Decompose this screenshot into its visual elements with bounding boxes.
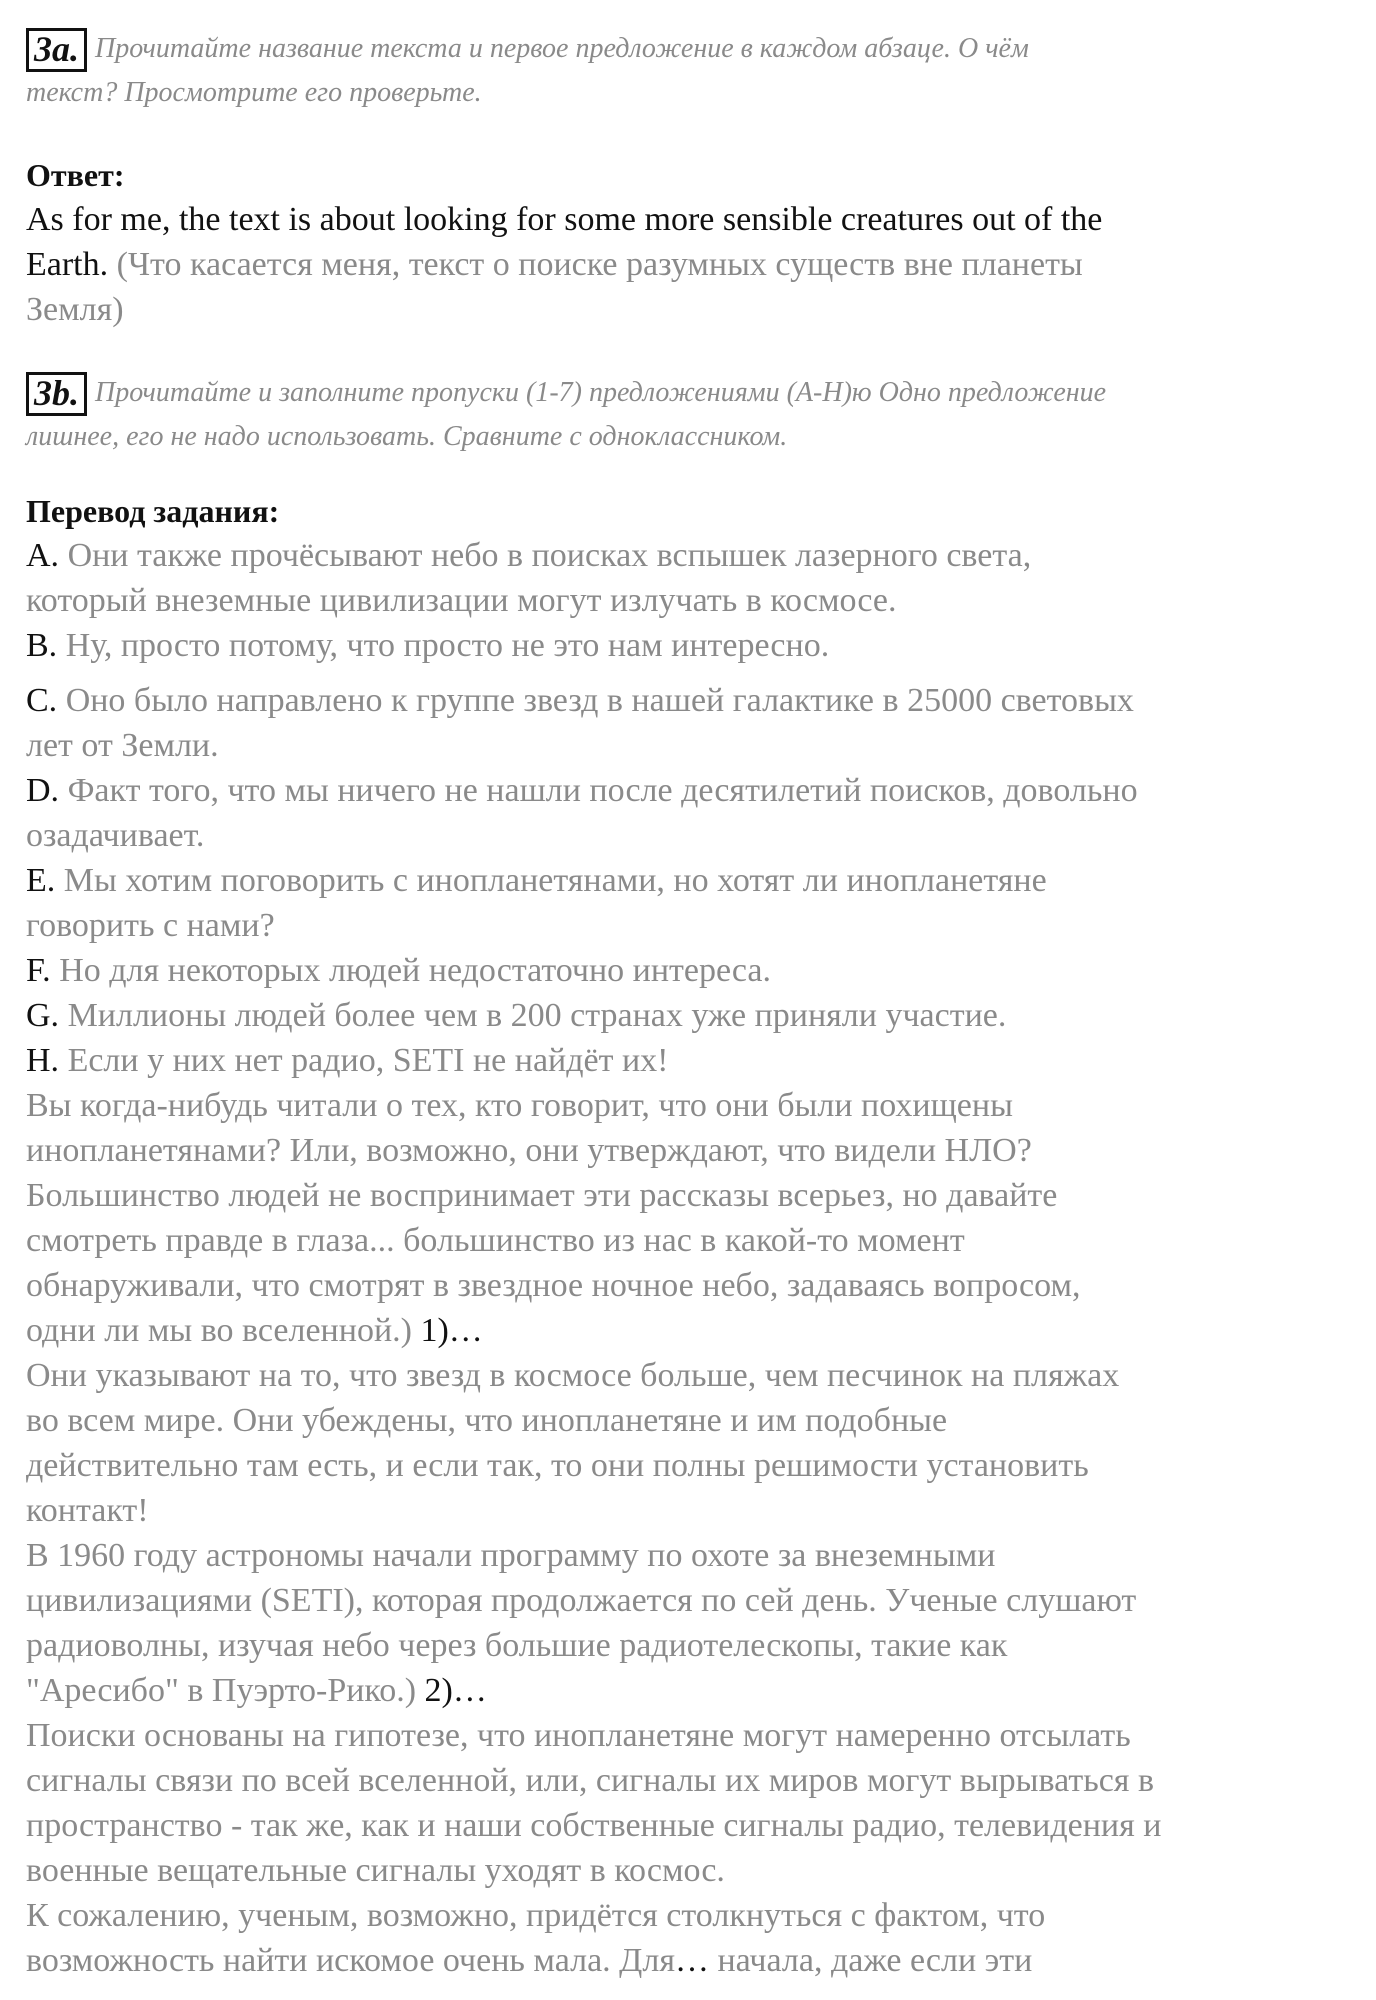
option-g <box>26 993 1336 1038</box>
task-3a-line-1 <box>26 28 1336 72</box>
option-f <box>26 948 1336 993</box>
answer-en-2: Earth. <box>26 246 109 283</box>
p4-line-1: Поиски основаны на гипотезе, что инопланетяне могут намеренно отсылать <box>26 1717 1131 1754</box>
p2-line-3: действительно там есть, и если так, то они полны решимости установить <box>26 1447 1089 1484</box>
answer-ru-2: (Что касается меня, текст о поиске разумных существ вне планеты <box>108 246 1083 283</box>
p3-line-2: цивилизациями (SETI), которая продолжается по сей день. Ученые слушают <box>26 1582 1137 1619</box>
p1-last: одни ли мы во вселенной.) <box>26 1312 412 1349</box>
answer-ru-3: Земля) <box>26 291 124 328</box>
option-h <box>26 1038 1336 1083</box>
option-b-text: Ну, просто потому, что просто не это нам интересно. <box>57 627 830 664</box>
gap-marker-1: 1)… <box>411 1312 483 1349</box>
option-f-letter: F. <box>26 952 51 989</box>
option-c <box>26 678 1336 723</box>
p5-line-1: К сожалению, ученым, возможно, придётся столкнуться с фактом, что <box>26 1897 1046 1934</box>
option-a-text-2: который внеземные цивилизации могут излучать в космосе. <box>26 582 897 619</box>
task-3b-instruction-1: Прочитайте и заполните пропуски (1-7) предложениями (А-Н)ю Одно предложение <box>95 377 1107 408</box>
option-e-text: Мы хотим поговорить с инопланетянами, но хотят ли инопланетяне <box>55 862 1047 899</box>
answer-text <box>26 197 1336 332</box>
option-c-text-2: лет от Земли. <box>26 727 219 764</box>
option-c-letter: C. <box>26 682 58 719</box>
option-d-text: Факт того, что мы ничего не нашли после десятилетий поисков, довольно <box>59 772 1138 809</box>
option-a-text: Они также прочёсывают небо в поисках вспышек лазерного света, <box>59 537 1032 574</box>
option-d-text-2: озадачивает. <box>26 817 205 854</box>
option-d-letter: D. <box>26 772 60 809</box>
p2-line-2: во всем мире. Они убеждены, что инопланетяне и им подобные <box>26 1402 948 1439</box>
p1-line-6 <box>26 1308 1336 1353</box>
option-h-letter: H. <box>26 1042 60 1079</box>
document-page <box>26 28 1336 1983</box>
translation-options <box>26 533 1336 1983</box>
task-3a <box>26 28 1336 113</box>
option-g-text: Миллионы людей более чем в 200 странах уже приняли участие. <box>59 997 1007 1034</box>
p5-part-a: возможность найти искомое очень мала. Для <box>26 1942 675 1979</box>
p4-line-4: военные вещательные сигналы уходят в космос. <box>26 1852 725 1889</box>
option-e-letter: E. <box>26 862 56 899</box>
p4-line-2: сигналы связи по всей вселенной, или, сигналы их миров могут вырываться в <box>26 1762 1154 1799</box>
p1-line-1: Вы когда-нибудь читали о тех, кто говорит, что они были похищены <box>26 1087 1013 1124</box>
p5-part-c: начала, даже если эти <box>717 1942 1033 1979</box>
task-3b-line-1 <box>26 372 1336 416</box>
p1-line-2: инопланетянами? Или, возможно, они утверждают, что видели НЛО? <box>26 1132 1032 1169</box>
p2-line-4: контакт! <box>26 1492 149 1529</box>
option-b <box>26 623 1336 668</box>
option-a <box>26 533 1336 578</box>
p2-line-1: Они указывают на то, что звезд в космосе больше, чем песчинок на пляжах <box>26 1357 1120 1394</box>
task-3b-badge: 3b. <box>26 372 87 416</box>
p3-line-1: В 1960 году астрономы начали программу по охоте за внеземными <box>26 1537 996 1574</box>
task-3a-instruction-1: Прочитайте название текста и первое предложение в каждом абзаце. О чём <box>95 33 1029 64</box>
gap-marker-2: 2)… <box>416 1672 487 1709</box>
p3-line-3: радиоволны, изучая небо через большие радиотелескопы, такие как <box>26 1627 1008 1664</box>
option-d <box>26 768 1336 813</box>
option-e <box>26 858 1336 903</box>
task-3a-badge: 3a. <box>26 28 87 72</box>
p3-last: "Аресибо" в Пуэрто-Рико.) <box>26 1672 417 1709</box>
p4-line-3: пространство - так же, как и наши собственные сигналы радио, телевидения и <box>26 1807 1162 1844</box>
task-3a-instruction-2: текст? Просмотрите его проверьте. <box>26 77 482 108</box>
answer-heading: Ответ: <box>26 157 125 193</box>
p1-line-4: смотреть правде в глаза... большинство из нас в какой-то момент <box>26 1222 965 1259</box>
p3-line-4 <box>26 1668 1336 1713</box>
option-e-text-2: говорить с нами? <box>26 907 275 944</box>
task-3b <box>26 372 1336 457</box>
option-c-text: Оно было направлено к группе звезд в нашей галактике в 25000 световых <box>57 682 1134 719</box>
p5-line-2 <box>26 1938 1336 1983</box>
option-a-letter: A. <box>26 537 60 574</box>
option-g-letter: G. <box>26 997 60 1034</box>
translation-heading: Перевод задания: <box>26 493 280 529</box>
option-f-text: Но для некоторых людей недостаточно интереса. <box>50 952 772 989</box>
option-h-text: Если у них нет радио, SETI не найдёт их! <box>59 1042 669 1079</box>
answer-line-2 <box>26 242 1336 287</box>
task-3b-instruction-2: лишнее, его не надо использовать. Сравните с одноклассником. <box>26 421 788 452</box>
option-b-letter: B. <box>26 627 58 664</box>
p5-ellipsis: … <box>674 1942 718 1979</box>
answer-en-1: As for me, the text is about looking for some more sensible creatures out of the <box>26 201 1103 238</box>
p1-line-5: обнаруживали, что смотрят в звездное ночное небо, задаваясь вопросом, <box>26 1267 1081 1304</box>
p1-line-3: Большинство людей не воспринимает эти рассказы всерьез, но давайте <box>26 1177 1058 1214</box>
